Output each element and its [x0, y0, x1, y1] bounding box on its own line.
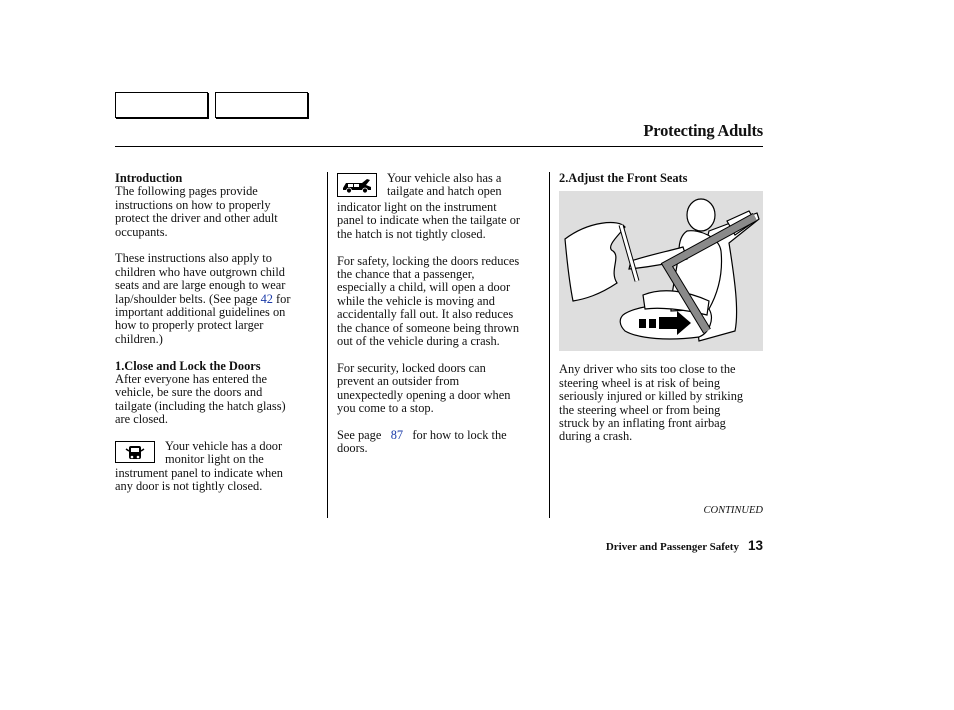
text-line: children.): [115, 331, 163, 346]
text-line: are closed.: [115, 412, 168, 427]
text-line: instructions on how to properly: [115, 197, 271, 212]
tailgate-paragraph: [337, 172, 547, 241]
apply-paragraph: [115, 252, 315, 346]
text-line: especially a child, will open a door: [337, 280, 511, 295]
text-line: For safety, locking the doors reduces: [337, 253, 520, 268]
text-line: out of the vehicle during a crash.: [337, 334, 500, 349]
text-line: seats and are large enough to wear: [115, 278, 286, 293]
text-line: seriously injured or killed by striking: [559, 389, 744, 404]
nav-tab-box-1[interactable]: [115, 92, 208, 118]
text-line: occupants.: [115, 224, 168, 239]
text-line: The following pages provide: [115, 184, 258, 199]
text-line: instrument panel to indicate when: [115, 466, 283, 481]
text-line: Your vehicle also has a: [387, 171, 502, 185]
door-monitor-paragraph: [115, 440, 315, 494]
safety-paragraph: [337, 255, 547, 349]
section2-heading: 2.Adjust the Front Seats: [559, 171, 688, 185]
nav-tab-box-2[interactable]: [215, 92, 308, 118]
text-fragment: for how to lock the: [412, 427, 507, 442]
text-line: [115, 293, 315, 306]
intro-heading: Introduction: [115, 171, 183, 185]
page-footer: [606, 538, 763, 553]
text-line: monitor light on the: [165, 452, 264, 467]
text-line: tailgate (including the hatch glass): [115, 398, 286, 413]
text-line: the chance of someone being thrown: [337, 320, 520, 335]
door-monitor-icon: [115, 441, 155, 463]
text-line: the chance that a passenger,: [337, 267, 475, 282]
text-line: the hatch is not tightly closed.: [337, 226, 486, 241]
text-line: doors.: [337, 441, 368, 456]
text-line: struck by an inflating front airbag: [559, 416, 726, 431]
text-line: indicator light on the instrument: [337, 200, 497, 214]
page-number: 13: [747, 538, 763, 553]
text-line: vehicle, be sure the doors and: [115, 385, 263, 400]
security-paragraph: [337, 362, 547, 416]
text-line: These instructions also apply to: [115, 251, 272, 266]
column-1: [115, 172, 315, 494]
page-42-link[interactable]: 42: [260, 291, 273, 306]
continued-label: CONTINUED: [703, 505, 763, 516]
text-line: After everyone has entered the: [115, 372, 268, 387]
page-title: Protecting Adults: [643, 121, 763, 140]
text-line: [337, 429, 547, 442]
text-line: while the vehicle is moving and: [337, 293, 495, 308]
text-line: how to properly protect larger: [115, 318, 264, 333]
column-divider-2: [549, 172, 550, 518]
text-line: panel to indicate when the tailgate or: [337, 213, 521, 228]
column-3: [559, 172, 765, 444]
intro-paragraph: [115, 185, 315, 239]
driver-warning-paragraph: [559, 363, 765, 443]
text-line: any door is not tightly closed.: [115, 479, 263, 494]
tailgate-open-icon: [337, 173, 377, 197]
column-2: [337, 172, 547, 456]
footer-section: Driver and Passenger Safety: [605, 541, 739, 553]
text-fragment: lap/shoulder belts. (See page: [115, 291, 261, 306]
text-line: important additional guidelines on: [115, 305, 286, 320]
header-rule: [115, 146, 763, 147]
text-line: steering wheel is at risk of being: [559, 375, 721, 390]
text-line: Your vehicle has a door: [165, 439, 283, 454]
text-line: you come to a stop.: [337, 401, 434, 416]
text-fragment: See page: [337, 427, 382, 442]
page-87-link[interactable]: 87: [390, 427, 404, 442]
section1-paragraph: [115, 373, 315, 427]
text-line: Any driver who sits too close to the: [559, 362, 736, 377]
text-line: the steering wheel or from being: [559, 402, 721, 417]
text-line: protect the driver and other adult: [115, 211, 278, 226]
text-line: prevent an outsider from: [337, 374, 460, 389]
text-line: For security, locked doors can: [337, 360, 486, 375]
driver-seat-illustration: [559, 191, 763, 351]
text-fragment: for: [272, 291, 291, 306]
text-line: accidentally fall out. It also reduces: [337, 307, 514, 322]
text-line: during a crash.: [559, 429, 633, 444]
column-divider-1: [327, 172, 328, 518]
see-page-paragraph: [337, 429, 547, 456]
text-line: tailgate and hatch open: [387, 184, 502, 199]
text-line: children who have outgrown child: [115, 264, 285, 279]
section1-heading: 1.Close and Lock the Doors: [115, 358, 261, 373]
text-line: unexpectedly opening a door when: [337, 387, 511, 402]
